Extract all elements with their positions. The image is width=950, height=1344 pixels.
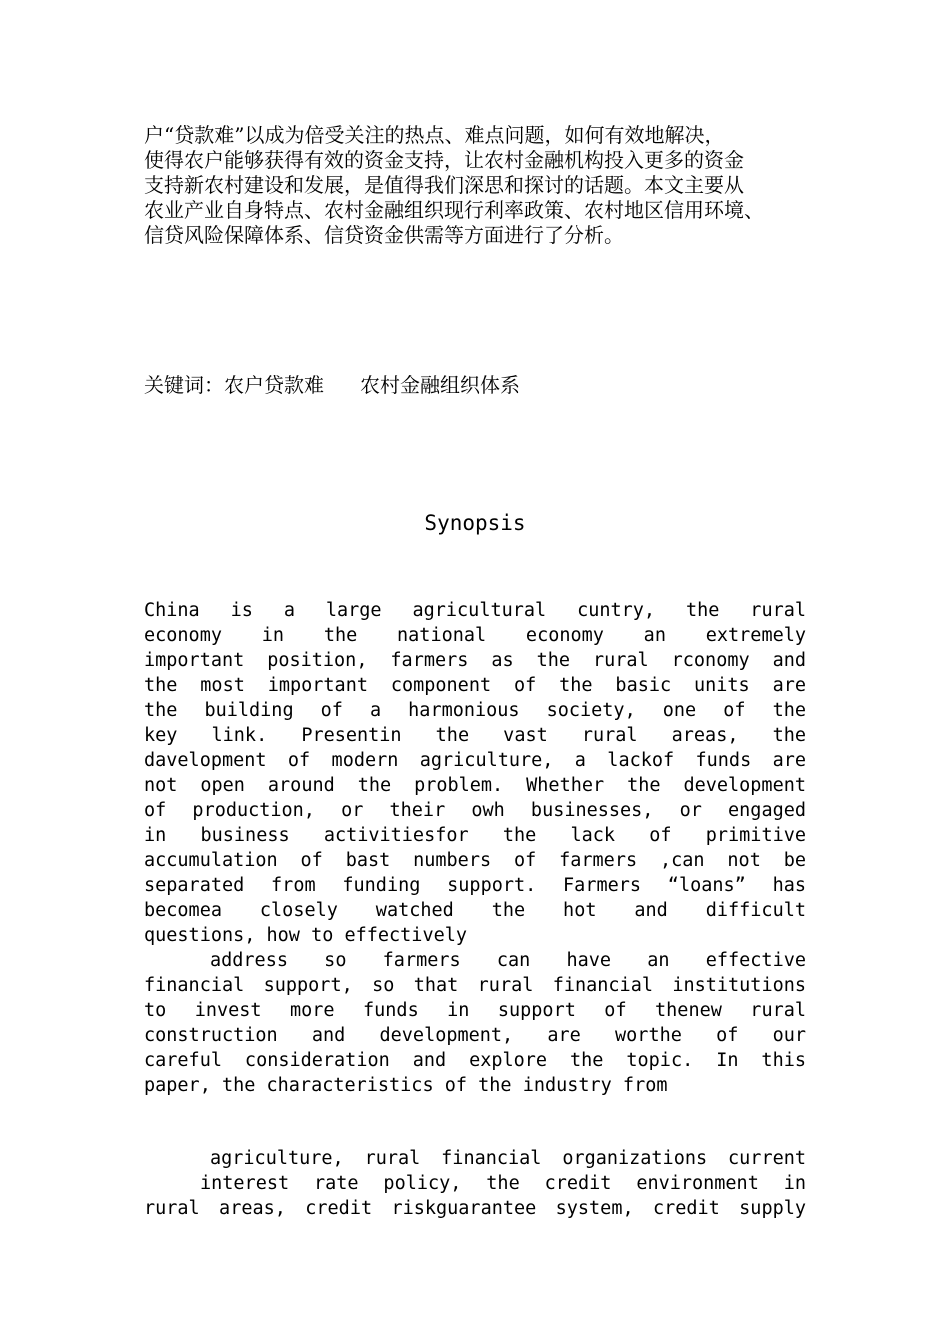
synopsis-line: separated from funding support. Farmers “loans” has (144, 875, 806, 896)
synopsis-continued (144, 1146, 806, 1221)
synopsis-line: important position, farmers as the rural rconomy and (144, 650, 806, 671)
chinese-abstract (144, 123, 824, 248)
synopsis-line: to invest more funds in support of thenew rural (144, 1000, 806, 1021)
synopsis-line: interest rate policy, the credit environment in (200, 1173, 806, 1194)
synopsis-title: Synopsis (424, 511, 526, 535)
synopsis-line: accumulation of bast numbers of farmers ,can not be (144, 850, 806, 871)
keyword-term: 农村金融组织体系 (360, 373, 520, 397)
keyword-term: 农户贷款难 (224, 373, 324, 397)
synopsis-line: address so farmers can have an effective (210, 950, 806, 971)
synopsis-line: the most important component of the basic units are (144, 675, 806, 696)
keywords-label: 关键词： (144, 373, 224, 397)
synopsis-line: rural areas, credit riskguarantee system, credit supply (144, 1198, 806, 1219)
synopsis-body (144, 598, 806, 1098)
synopsis-line: davelopment of modern agriculture, a lackof funds are (144, 750, 806, 771)
synopsis-line: careful consideration and explore the topic. In this (144, 1050, 806, 1071)
abstract-line: 信贷风险保障体系、信贷资金供需等方面进行了分析。 (144, 223, 624, 247)
synopsis-line: economy in the national economy an extremely (144, 625, 806, 646)
synopsis-line: questions, how to effectively (144, 925, 468, 946)
synopsis-line: not open around the problem. Whether the development (144, 775, 806, 796)
abstract-line: 支持新农村建设和发展，是值得我们深思和探讨的话题。本文主要从 (144, 173, 744, 197)
synopsis-line: financial support, so that rural financial institutions (144, 975, 806, 996)
synopsis-line: China is a large agricultural cuntry, the rural (144, 600, 806, 621)
synopsis-line: agriculture, rural financial organizations current (210, 1148, 806, 1169)
abstract-line: 户“贷款难”以成为倍受关注的热点、难点问题，如何有效地解决， (144, 123, 725, 147)
abstract-line: 使得农户能够获得有效的资金支持，让农村金融机构投入更多的资金 (144, 148, 744, 172)
keywords (144, 373, 520, 398)
synopsis-line: construction and development, are worthe of our (144, 1025, 806, 1046)
synopsis-line: in business activitiesfor the lack of primitive (144, 825, 806, 846)
synopsis-line: of production, or their owh businesses, or engaged (144, 800, 806, 821)
abstract-line: 农业产业自身特点、农村金融组织现行利率政策、农村地区信用环境、 (144, 198, 764, 222)
synopsis-line: paper, the characteristics of the industry from (144, 1075, 668, 1096)
synopsis-line: becomea closely watched the hot and difficult (144, 900, 806, 921)
synopsis-line: key link. Presentin the vast rural areas, the (144, 725, 806, 746)
synopsis-line: the building of a harmonious society, one of the (144, 700, 806, 721)
